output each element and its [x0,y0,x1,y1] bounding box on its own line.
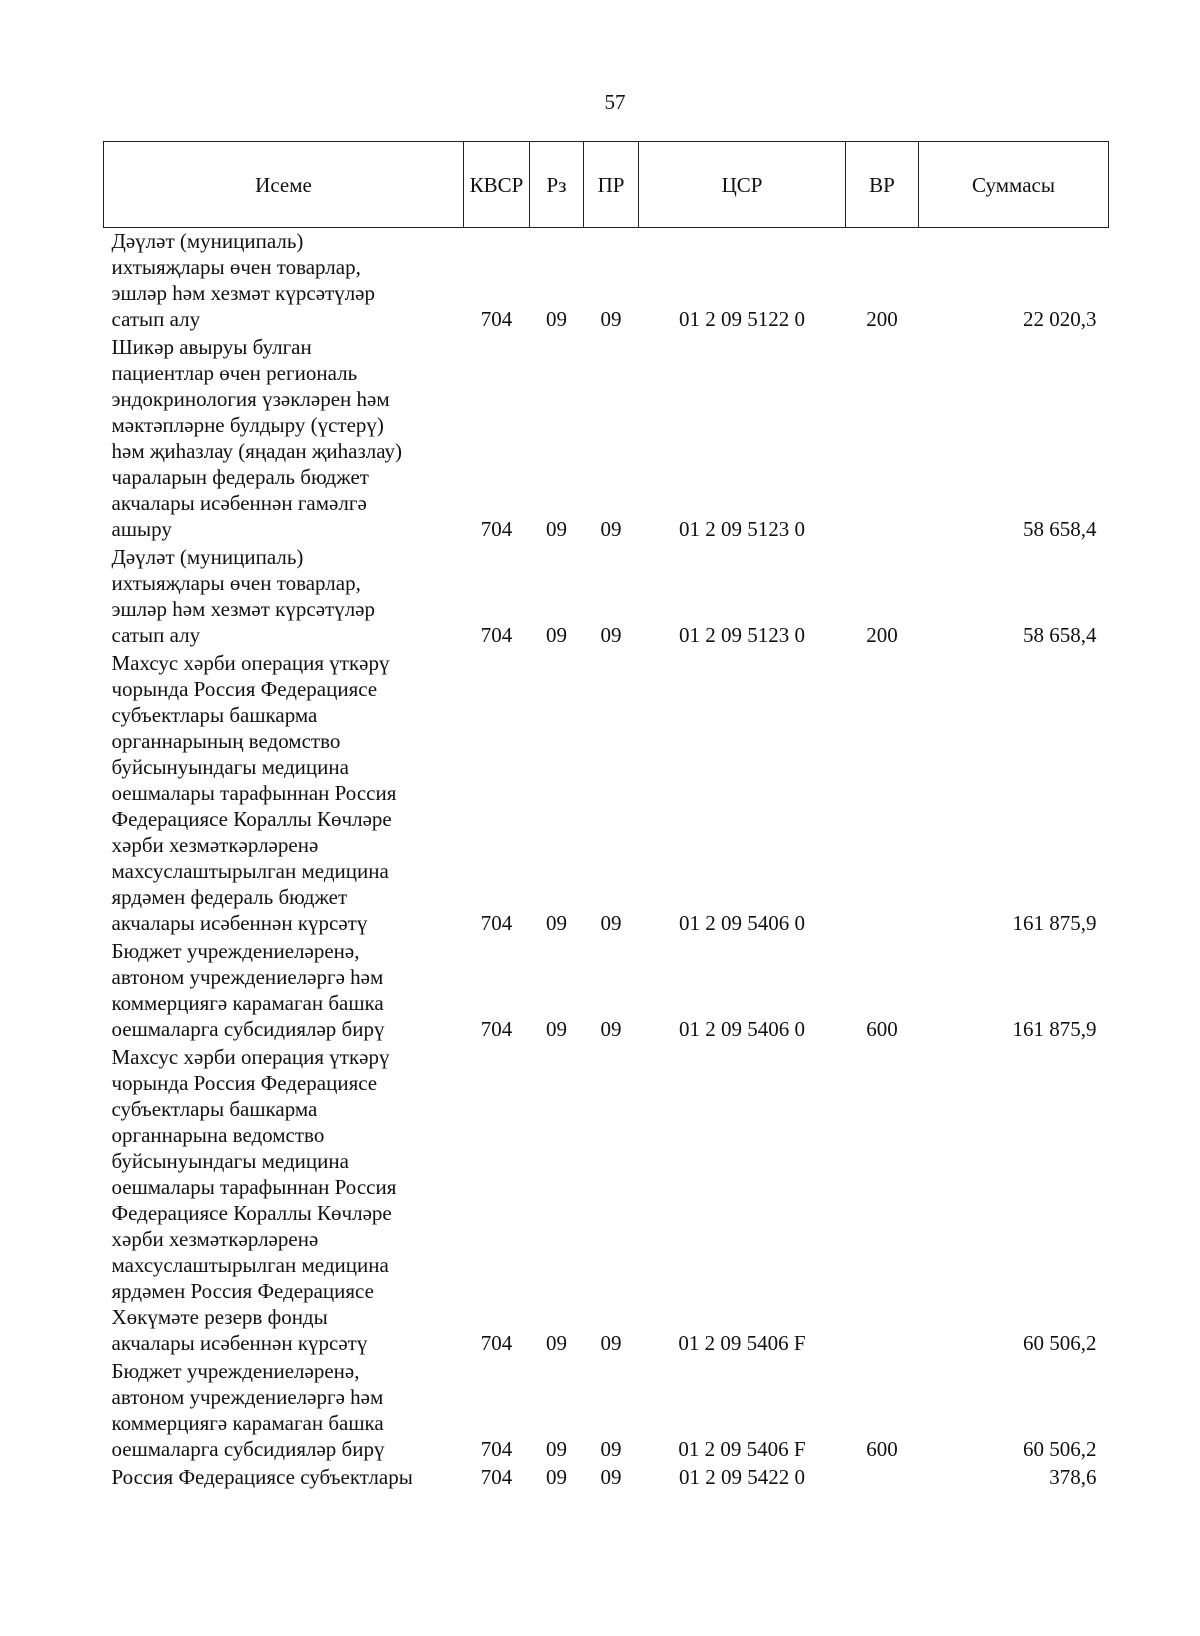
cell-pr: 09 [600,517,622,541]
cell-vr: 600 [866,1437,898,1461]
cell-name [104,1464,464,1492]
name-line: ярдәмен Россия Федерациясе [111,1279,374,1303]
name-line: пациентлар өчен региональ [111,361,358,385]
cell-rz: 09 [546,1331,567,1355]
cell-pr: 09 [600,1331,622,1355]
name-line: субъектлары башкарма [111,703,318,727]
cell-sum: 58 658,4 [1023,623,1097,647]
cell-name [104,228,464,335]
cell-kvsr: 704 [480,623,513,647]
cell-kvsr: 704 [480,1465,513,1489]
table-row [104,544,1109,650]
table-row [104,1044,1109,1358]
name-line: чорында Россия Федерациясе [111,677,378,701]
cell-pr: 09 [600,623,622,647]
name-line: Россия Федерациясе субъектлары [111,1465,413,1489]
cell-pr: 09 [600,911,622,935]
name-line: автоном учреждениеләргә һәм [111,965,384,989]
name-line: акчалары исәбеннән күрсәтү [111,911,368,935]
name-line: оешмалары тарафыннан Россия [111,781,397,805]
cell-vr: 200 [866,307,898,331]
cell-vr: 600 [866,1017,898,1041]
cell-kvsr: 704 [480,1331,513,1355]
cell-sum: 60 506,2 [1023,1331,1097,1355]
budget-table [103,141,1109,1492]
cell-rz: 09 [546,1017,567,1041]
name-line: Бюджет учреждениеләренә, [111,939,360,963]
header-pr: ПР [584,142,639,228]
name-line: Махсус хәрби операция үткәрү [111,1045,390,1069]
cell-csr: 01 2 09 5122 0 [679,307,805,331]
cell-sum: 378,6 [1049,1465,1097,1489]
table-row [104,228,1109,335]
name-line: субъектлары башкарма [111,1097,318,1121]
cell-csr: 01 2 09 5406 F [678,1437,806,1461]
name-line: сатып алу [111,307,201,331]
cell-rz: 09 [546,517,567,541]
header-vr: ВР [846,142,919,228]
name-line: акчалары исәбеннән гамәлгә [111,491,367,515]
page-number: 57 [604,90,626,114]
cell-name [104,650,464,938]
table-row [104,650,1109,938]
table-row [104,334,1109,544]
name-line: махсуслаштырылган медицина [111,1253,389,1277]
table-row [104,1358,1109,1464]
cell-rz: 09 [546,623,567,647]
cell-sum: 60 506,2 [1023,1437,1097,1461]
cell-kvsr: 704 [480,1017,513,1041]
cell-pr: 09 [600,1437,622,1461]
header-name: Исеме [104,142,464,228]
cell-pr: 09 [600,1465,622,1489]
header-csr: ЦСР [639,142,846,228]
name-line: эшләр һәм хезмәт күрсәтүләр [111,281,376,305]
name-line: Дәүләт (муниципаль) [111,229,304,253]
cell-vr [846,1464,919,1492]
name-line: ихтыяҗлары өчен товарлар, [111,255,361,279]
name-line: Федерациясе Кораллы Көчләре [111,1201,392,1225]
cell-vr [846,650,919,938]
name-line: оешмаларга субсидияләр бирү [111,1437,385,1461]
name-line: Хөкүмәте резерв фонды [111,1305,328,1329]
name-line: мәктәпләрне булдыру (үстерү) [111,413,384,437]
name-line: буйсынуындагы медицина [111,755,349,779]
cell-rz: 09 [546,307,567,331]
name-line: хәрби хезмәткәрләренә [111,833,319,857]
table-row [104,1464,1109,1492]
name-line: чорында Россия Федерациясе [111,1071,378,1095]
name-line: хәрби хезмәткәрләренә [111,1227,319,1251]
cell-csr: 01 2 09 5406 0 [679,1017,805,1041]
header-kvsr: КВСР [464,142,530,228]
cell-pr: 09 [600,307,622,331]
name-line: эшләр һәм хезмәт күрсәтүләр [111,597,376,621]
cell-kvsr: 704 [480,1437,513,1461]
cell-sum: 58 658,4 [1023,517,1097,541]
name-line: органнарының ведомство [111,729,341,753]
name-line: эндокринология үзәкләрен һәм [111,387,390,411]
name-line: Махсус хәрби операция үткәрү [111,651,390,675]
cell-vr: 200 [866,623,898,647]
cell-name [104,938,464,1044]
name-line: чараларын федераль бюджет [111,465,369,489]
name-line: оешмаларга субсидияләр бирү [111,1017,385,1041]
cell-csr: 01 2 09 5123 0 [679,623,805,647]
name-line: Бюджет учреждениеләренә, [111,1359,360,1383]
cell-name [104,334,464,544]
cell-rz: 09 [546,1465,567,1489]
cell-rz: 09 [546,1437,567,1461]
name-line: Федерациясе Кораллы Көчләре [111,807,392,831]
cell-sum: 161 875,9 [1012,911,1097,935]
name-line: автоном учреждениеләргә һәм [111,1385,384,1409]
cell-csr: 01 2 09 5406 F [678,1331,806,1355]
cell-csr: 01 2 09 5123 0 [679,517,805,541]
cell-kvsr: 704 [480,307,513,331]
name-line: акчалары исәбеннән күрсәтү [111,1331,368,1355]
header-rz: Рз [530,142,584,228]
cell-sum: 161 875,9 [1012,1017,1097,1041]
cell-name [104,544,464,650]
cell-kvsr: 704 [480,911,513,935]
header-sum: Суммасы [919,142,1109,228]
name-line: Дәүләт (муниципаль) [111,545,304,569]
table-row [104,938,1109,1044]
name-line: ихтыяҗлары өчен товарлар, [111,571,361,595]
name-line: сатып алу [111,623,201,647]
name-line: органнарына ведомство [111,1123,325,1147]
table-header-row [104,142,1109,228]
name-line: коммерциягә карамаган башка [111,991,384,1015]
cell-pr: 09 [600,1017,622,1041]
cell-sum: 22 020,3 [1023,307,1097,331]
name-line: Шикәр авыруы булган [111,335,312,359]
cell-csr: 01 2 09 5422 0 [679,1465,805,1489]
cell-vr [846,1044,919,1358]
name-line: махсуслаштырылган медицина [111,859,389,883]
cell-name [104,1358,464,1464]
cell-csr: 01 2 09 5406 0 [679,911,805,935]
name-line: ярдәмен федераль бюджет [111,885,348,909]
name-line: буйсынуындагы медицина [111,1149,349,1173]
name-line: коммерциягә карамаган башка [111,1411,384,1435]
cell-rz: 09 [546,911,567,935]
cell-vr [846,334,919,544]
name-line: оешмалары тарафыннан Россия [111,1175,397,1199]
cell-name [104,1044,464,1358]
cell-kvsr: 704 [480,517,513,541]
name-line: һәм җиһазлау (яңадан җиһазлау) [111,439,403,463]
name-line: ашыру [111,517,172,541]
